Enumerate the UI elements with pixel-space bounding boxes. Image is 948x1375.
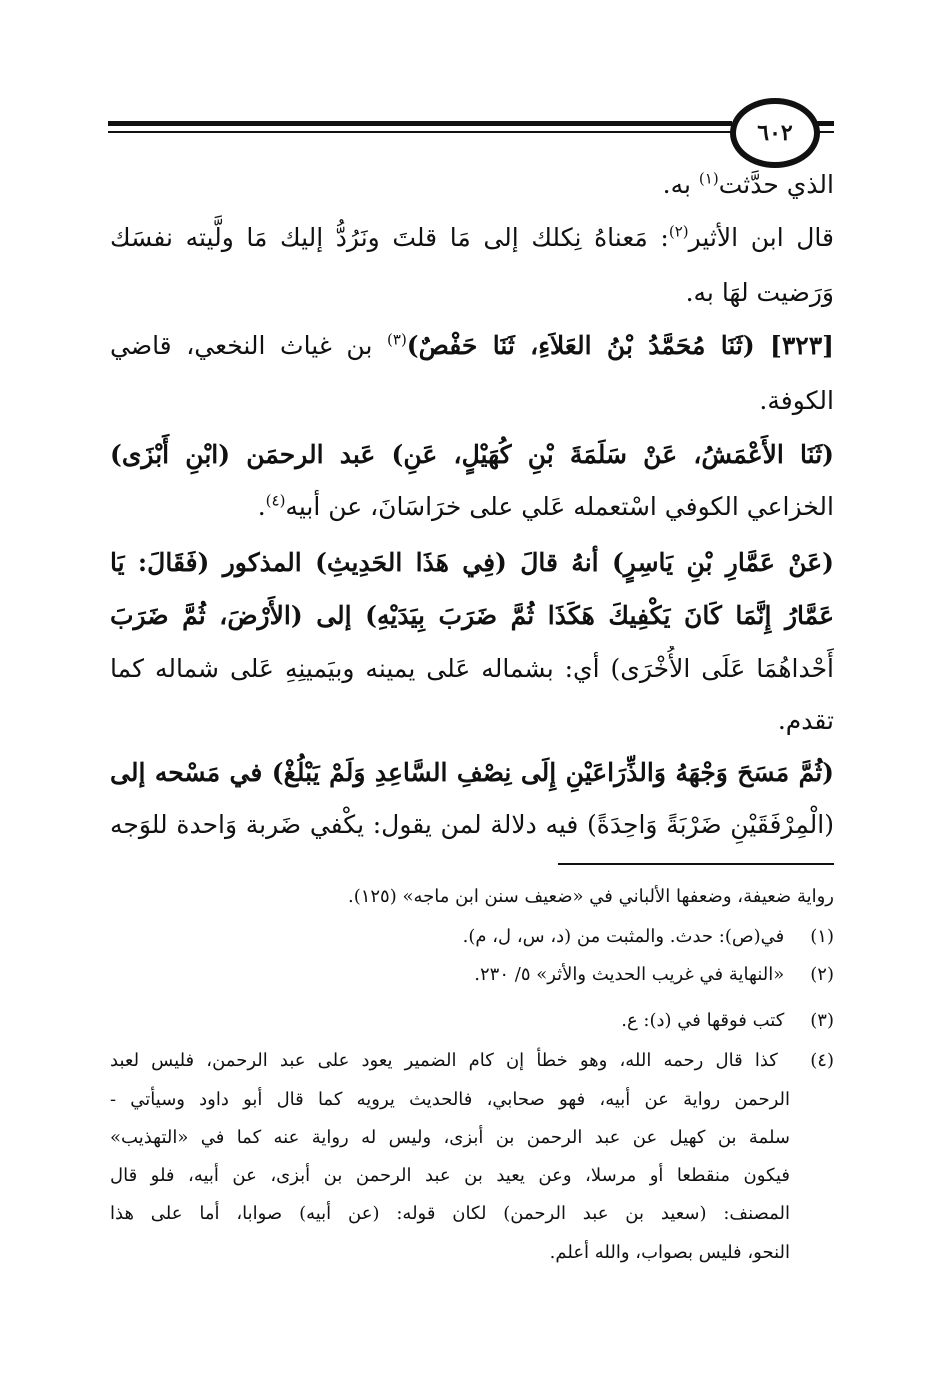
body-line: تقدم. [777,706,834,735]
body-line: [٣٢٣] (ثَنَا مُحَمَّدُ بْنُ العَلاَءِ، ثَنَا حَفْصٌ)$^{(٣)}$ بن غياث النخعي، قاضي [110,330,834,360]
footnote-ref: (٣) [387,330,407,349]
footnote-item: (١) في(ص): حدث. والمثبت من (د، س، ل، م). [462,926,834,947]
body-line: الكوفة. [759,386,834,415]
footnote-separator [558,863,834,865]
body-line: (ثُمَّ مَسَحَ وَجْهَهُ وَالذِّرَاعَيْنِ إِلَى نِصْفِ السَّاعِدِ وَلَمْ يَبْلُغْ) في مَسْحه إلى [110,758,834,787]
footnote-ref: (١) [698,169,719,188]
footnote-continuation: سلمة بن كهيل عن عبد الرحمن بن أبزى، وليس له رواية عنه كما في «التهذيب» [110,1127,790,1148]
footnote-item: (٣) كتب فوقها في (د): ع. [621,1010,834,1031]
footnote-item: (٤) كذا قال رحمه الله، وهو خطأ إن كام الضمير يعود على عبد الرحمن، فليس لعبد [110,1050,834,1071]
footnote-intro: رواية ضعيفة، وضعفها الألباني في «ضعيف سنن ابن ماجه» (١٢٥). [347,886,834,907]
body-line: الخزاعي الكوفي اسْتعمله عَلي على خرَاسَانَ، عن أبيه$^{(٤)}$. [257,491,834,521]
footnote-ref: (٤) [265,491,286,510]
body-line: عَمَّارُ إِنَّمَا كَانَ يَكْفِيكَ هَكَذَا ثُمَّ ضَرَبَ بِيَدَيْهِ) إلى (الأَرْضَ، ثُمَّ ضَرَبَ [110,601,834,630]
body-line: قال ابن الأثير$^{(٢)}$: مَعناهُ نِكلك إلى مَا قلتَ ونَرُدُّ إليك مَا ولَّيته نفسَك [110,222,834,252]
footnote-continuation: النحو، فليس بصواب، والله أعلم. [549,1242,790,1263]
header-rule [108,121,732,126]
body-line: الذي حدَّثت$^{(١)}$ به. [662,169,834,199]
header-rule [108,131,732,133]
body-line: (الْمِرْفَقَيْنِ ضَرْبَةً وَاحِدَةً) فيه دلالة لمن يقول: يكْفي ضَربة وَاحدة للوَجه [110,810,834,839]
footnote-continuation: فيكون منقطعا أو مرسلا، وعن يعيد بن عبد الرحمن بن أبزى، عن أبيه، فلو قال [110,1165,790,1186]
page-number [730,98,820,168]
body-line: (عَنْ عَمَّارِ بْنِ يَاسِرٍ) أنهُ قالَ (فِي هَذَا الحَدِيثِ) المذكور (فَقَالَ: يَا [110,548,834,577]
footnote-item: (٢) «النهاية في غريب الحديث والأثر» ٥/ ٢٣٠. [474,964,834,985]
body-line: وَرَضيت لهَا به. [685,278,834,307]
page-number-text: ٦٠٢ [757,120,793,146]
footnote-ref: (٢) [668,222,689,241]
footnote-continuation: الرحمن رواية عن أبيه، فهو صحابي، فالحديث يرويه كما قال أبو داود وسيأتي - [110,1089,790,1110]
body-line: أَحْداهُمَا عَلَى الأُخْرَى) أي: بشماله عَلى يمينه وبيَمينِهِ عَلى شماله كما [110,654,834,683]
footnote-continuation: المصنف: (سعيد بن عبد الرحمن) لكان قوله: (عن أبيه) صوابا، أما على هذا [110,1203,790,1224]
body-line: (ثَنَا الأَعْمَشُ، عَنْ سَلَمَةَ بْنِ كُهَيْلٍ، عَنِ) عَبد الرحمَن (ابْنِ أَبْزَى) [110,440,834,469]
